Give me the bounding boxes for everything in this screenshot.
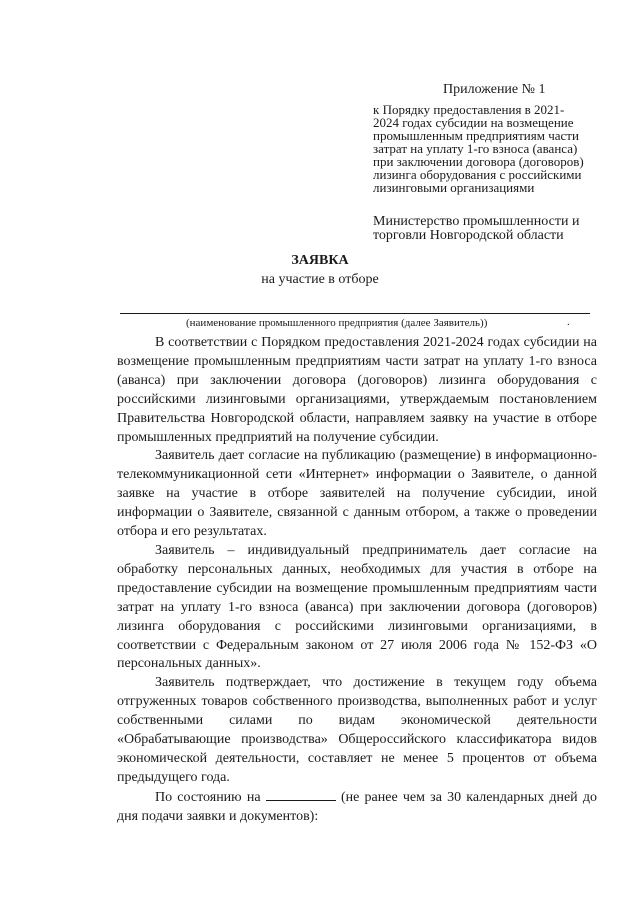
applicant-caption: (наименование промышленного предприятия (далее Заявитель)) [186, 317, 488, 329]
attachment-line: лизинга оборудования с российскими [373, 167, 582, 182]
attachment-number: Приложение № 1 [443, 82, 546, 97]
addressee-line: торговли Новгородской области [373, 228, 564, 243]
body-paragraph-date [117, 788, 597, 827]
body-paragraph: Заявитель дает согласие на публикацию (размещение) в информационно-телекоммуникационной сети «Интернет» информации о Заявителе, о данной заявке на участие в отборе заявителей на получение субсидии, иной информации о Заявителе, связанной с данным отбором, а также о проведении отбора и его результатах. [117, 448, 597, 540]
addressee-block [373, 215, 595, 243]
addressee-line: Министерство промышленности и [373, 214, 580, 229]
attachment-line: промышленным предприятиям части [373, 128, 579, 143]
date-prefix: По состоянию на [155, 789, 261, 805]
body-paragraph: В соответствии с Порядком предоставления 2021-2024 годах субсидии на возмещение промышленным предприятиям части затрат на уплату 1-го взноса (аванса) при заключении договора (договоров) лизинга оборудования с российскими лизинговыми организациями, утверждаемым постановлением Правительства Новгородской области, направляем заявку на участие в отборе промышленных предприятий на получение субсидии. [117, 335, 597, 445]
body-paragraph: Заявитель – индивидуальный предприниматель дает согласие на обработку персональных данных, необходимых для участия в отборе на предоставление субсидии на возмещение промышленным предприятиям части затрат на уплату 1-го взноса (аванса) при заключении договора (договоров) лизинга оборудования с российскими лизинговыми организациями, в соответствии с Федеральным законом от 27 июля 2006 года № 152-ФЗ «О персональных данных». [117, 542, 597, 672]
attachment-line: 2024 годах субсидии на возмещение [373, 115, 574, 130]
applicant-line-dot: . [567, 316, 570, 328]
document-subtitle: на участие в отборе [261, 272, 379, 287]
applicant-name-line [120, 313, 590, 314]
body-paragraph: Заявитель подтверждает, что достижение в текущем году объема отгруженных товаров собственного производства, выполненных работ и услуг собственными силами по видам экономической деятельности «Обрабатывающие производства» Общероссийского классификатора видов экономической деятельности, составляет не менее 5 процентов от объема предыдущего года. [117, 675, 597, 785]
document-body [117, 334, 597, 827]
document-title: ЗАЯВКА [291, 253, 349, 268]
attachment-line: при заключении договора (договоров) [373, 154, 584, 169]
attachment-block [373, 82, 595, 243]
attachment-line: затрат на уплату 1-го взноса (аванса) [373, 141, 578, 156]
attachment-line: лизинговыми организациями [373, 180, 535, 195]
date-suffix: (не ранее чем за 30 календарных дней до дня подачи заявки и документов): [117, 789, 597, 824]
date-blank-field [266, 788, 336, 801]
attachment-line: к Порядку предоставления в 2021- [373, 102, 565, 117]
